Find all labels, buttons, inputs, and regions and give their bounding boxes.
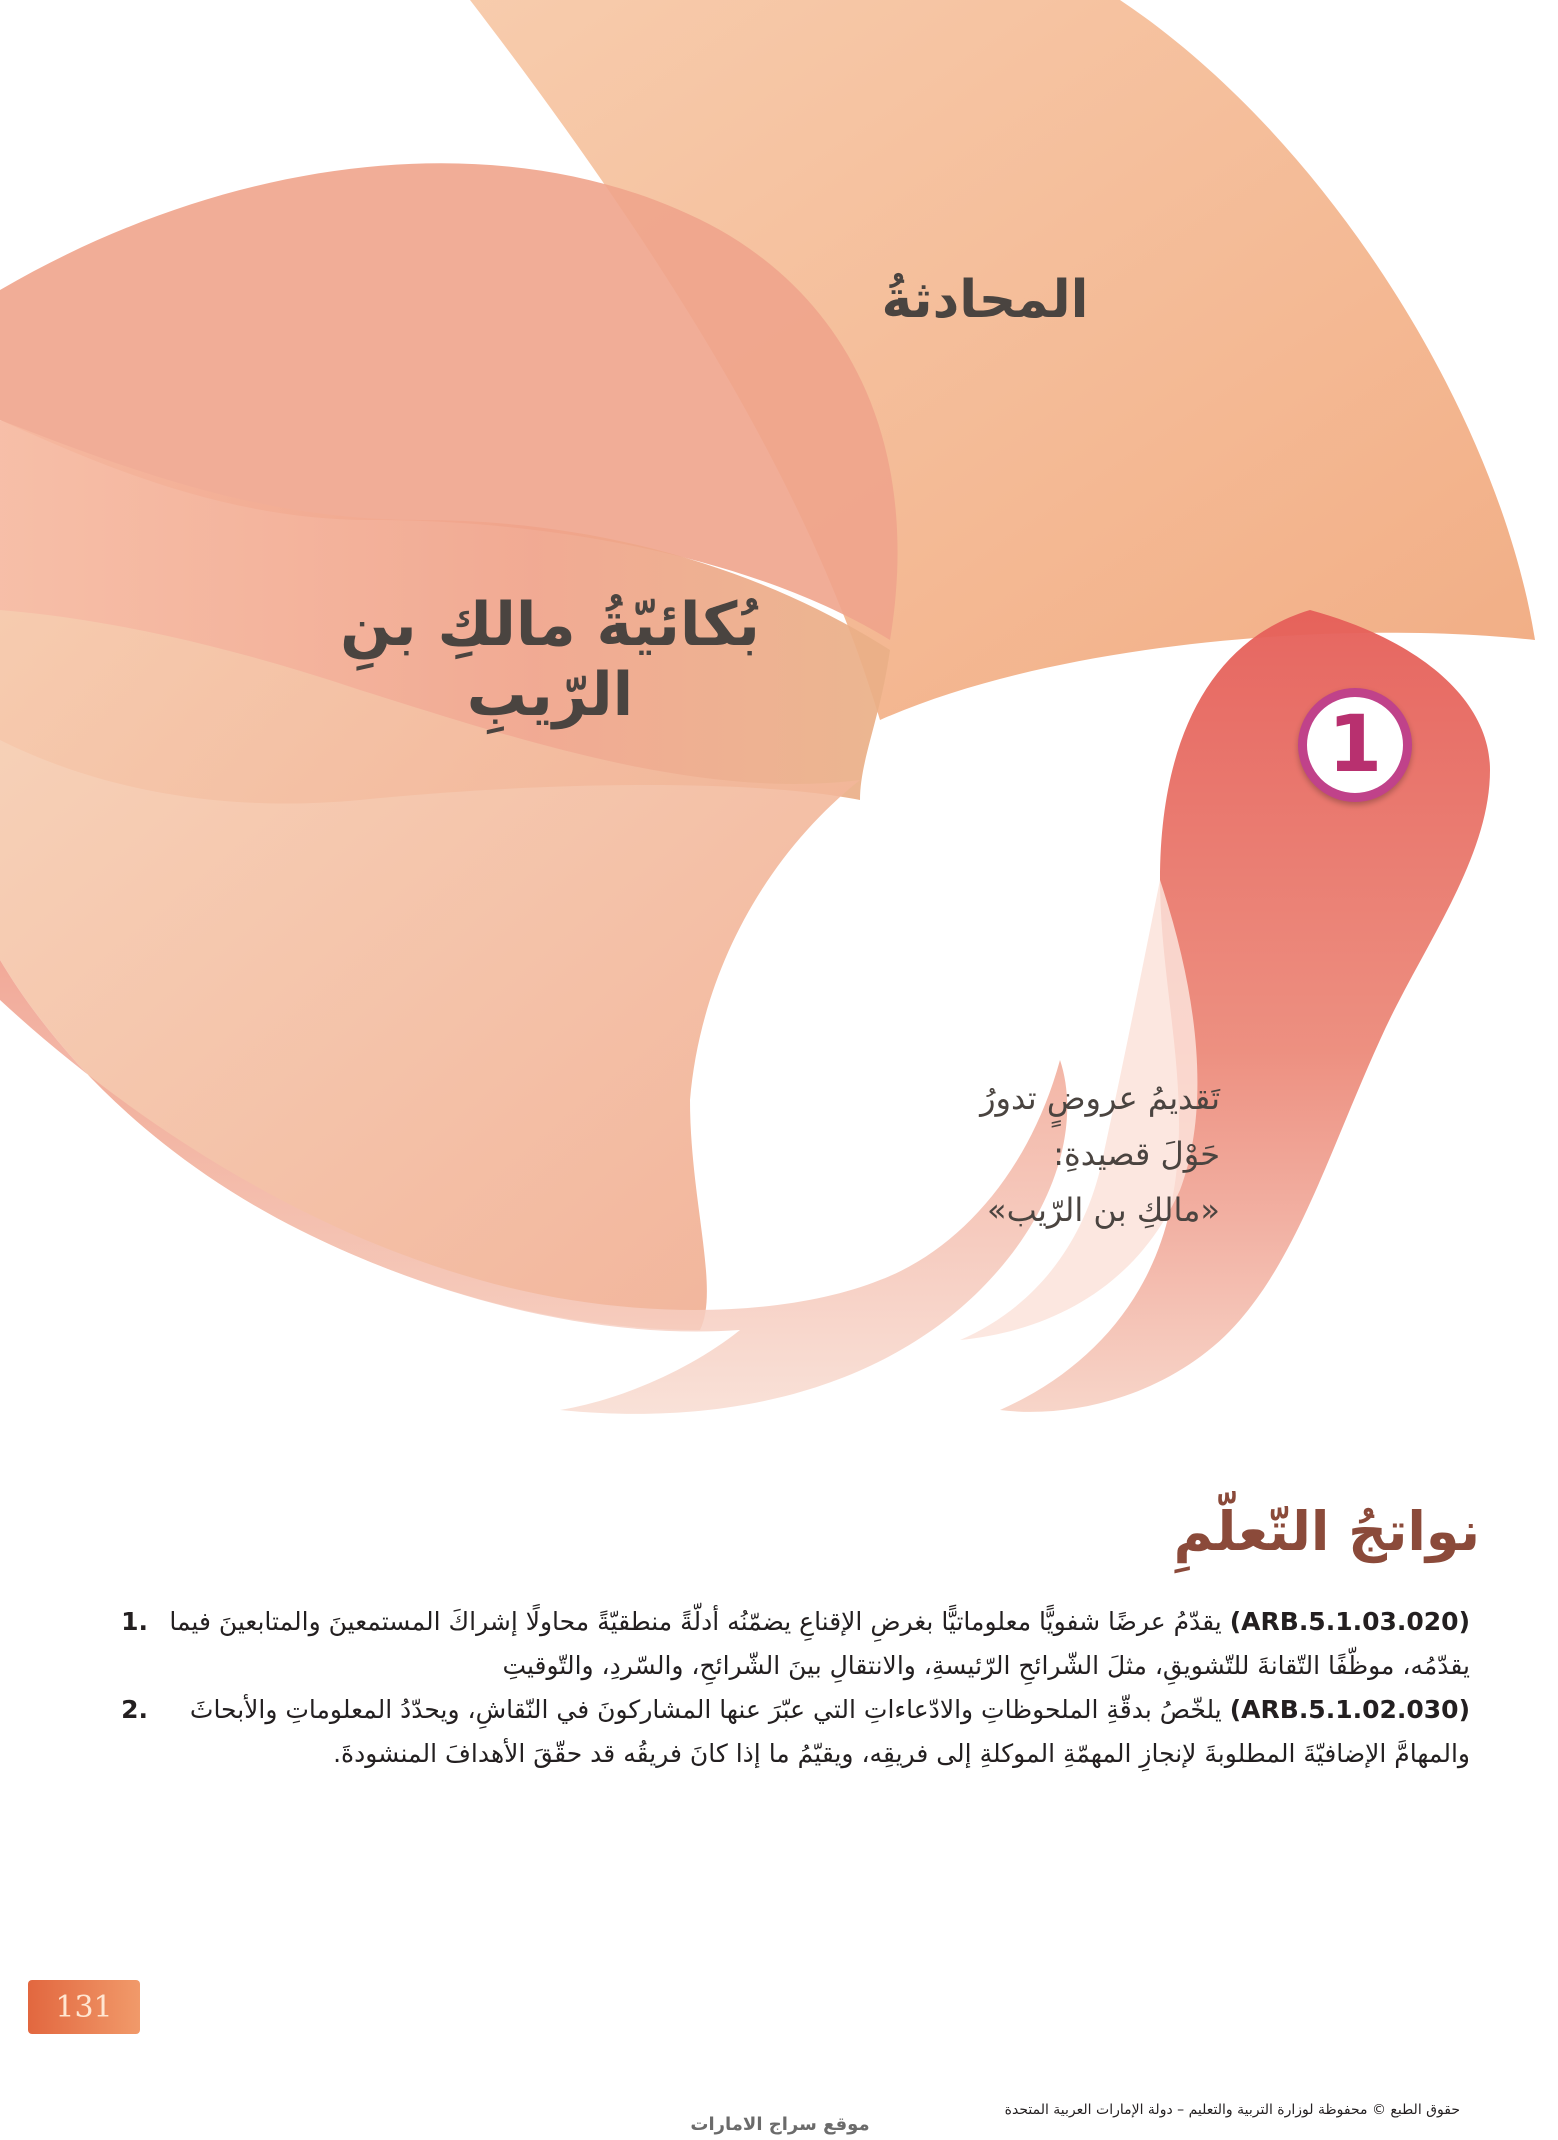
lesson-number-badge <box>1298 688 1412 802</box>
learning-outcomes-heading: نواتجُ التّعلّمِ <box>1173 1500 1480 1563</box>
outcome-description: يقدّمُ عرضًا شفويًّا معلوماتيًّا بغرضِ الإقناعِ يضمّنُه أدلّةً منطقيّةً محاولًا إشراكَ المستمعينَ والمتابعينَ فيما يقدّمُه، موظّفًا التّقانةَ للتّشويقِ، مثلَ الشّرائحِ الرّئيسةِ، والانتقالِ بينَ الشّرائحِ، والسّردِ، والتّوقيتِ <box>169 1607 1470 1680</box>
outcome-text <box>148 1688 1470 1776</box>
copyright-notice: حقوق الطبع © محفوظة لوزارة التربية والتعليم – دولة الإمارات العربية المتحدة <box>1004 2102 1460 2118</box>
lesson-intro <box>860 1070 1220 1238</box>
outcome-item <box>90 1688 1470 1776</box>
outcome-number: .1 <box>121 1607 148 1636</box>
intro-line-2: حَوْلَ قصيدةِ: <box>1053 1135 1220 1173</box>
lesson-title: بُكائيّةُ مالكِ بنِ الرّيبِ <box>340 590 760 730</box>
page-number: 131 <box>28 1980 140 2034</box>
outcome-code: (ARB.5.1.02.030) <box>1229 1695 1470 1724</box>
intro-line-1: تَقديمُ عروضٍ تدورُ <box>980 1079 1220 1117</box>
lesson-number: 1 <box>1327 700 1383 790</box>
footer-site-name: موقع سراج الامارات <box>690 2114 870 2135</box>
outcome-text <box>148 1600 1470 1688</box>
outcome-number: .2 <box>121 1695 148 1724</box>
learning-outcomes-list <box>90 1600 1470 1776</box>
outcome-description: يلخّصُ بدقّةِ الملحوظاتِ والادّعاءاتِ التي عبّرَ عنها المشاركونَ في النّقاشِ، ويحدّدُ المعلوماتِ والأبحاثَ والمهامَّ الإضافيّةَ المطلوبةَ لإنجازِ المهمّةِ الموكلةِ إلى فريقِه، ويقيّمُ ما إذا كانَ فريقُه قد حقّقَ الأهدافَ المنشودةَ. <box>189 1695 1470 1768</box>
intro-line-3: «مالكِ بن الرّيب» <box>987 1191 1220 1229</box>
outcome-item <box>90 1600 1470 1688</box>
outcome-code: (ARB.5.1.03.020) <box>1229 1607 1470 1636</box>
section-label: المحادثةُ <box>881 270 1089 330</box>
